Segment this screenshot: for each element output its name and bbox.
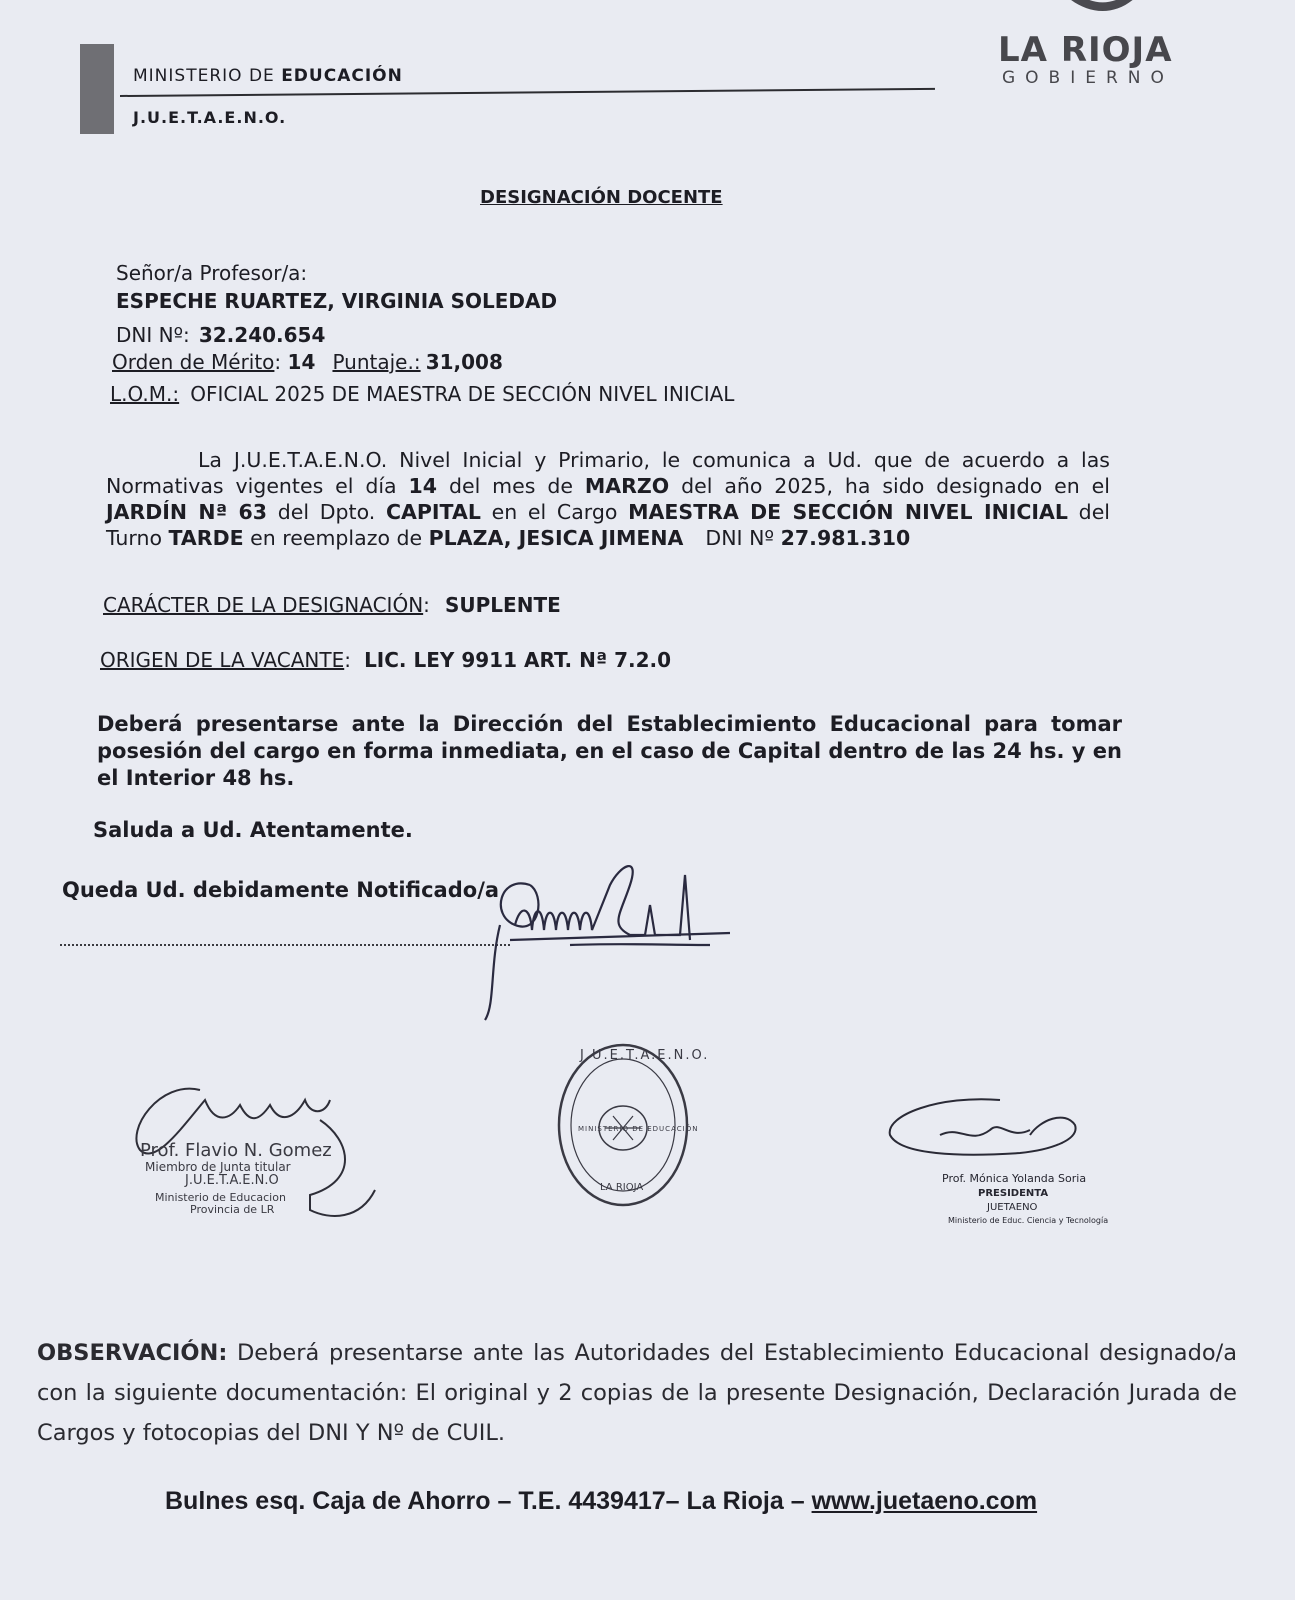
designation-paragraph: [106, 447, 1110, 551]
puntaje-value: 31,008: [425, 350, 503, 374]
origen-label: ORIGEN DE LA VACANTE: [100, 648, 345, 672]
notified-line: Queda Ud. debidamente Notificado/a: [62, 878, 500, 902]
para-text-6: del Turno: [106, 500, 1111, 550]
observation-paragraph: [37, 1333, 1237, 1453]
ministry-name: [133, 66, 403, 86]
logo-la-rioja: LA RIOJA: [998, 30, 1173, 70]
left-signer-name: Prof. Flavio N. Gomez: [140, 1140, 332, 1161]
footer-address: Bulnes esq. Caja de Ahorro – T.E. 4439417– La Rioja –: [165, 1487, 812, 1515]
closing-line: Saluda a Ud. Atentamente.: [93, 818, 413, 842]
caracter-label: CARÁCTER DE LA DESIGNACIÓN: [103, 593, 424, 617]
salutation: Señor/a Profesor/a:: [116, 261, 308, 285]
lom-row: [110, 382, 734, 406]
dni-value: 32.240.654: [198, 323, 326, 347]
lom-label: L.O.M.:: [110, 382, 180, 406]
dni-label: DNI Nº:: [116, 323, 190, 347]
dni-row: [116, 323, 325, 347]
para-text-2: del mes de: [437, 474, 585, 498]
logo-gobierno: GOBIERNO: [1002, 68, 1174, 88]
ministry-prefix: MINISTERIO DE: [133, 66, 282, 86]
logo-swoosh-icon: [1050, 0, 1140, 30]
designation-month: MARZO: [584, 474, 670, 498]
puntaje-label: Puntaje.:: [332, 350, 421, 374]
designation-day: 14: [408, 474, 438, 498]
orden-value: 14: [287, 350, 316, 374]
footer-contact: [165, 1487, 1037, 1516]
orden-label: Orden de Mérito: [112, 350, 275, 374]
shift: TARDE: [168, 526, 244, 550]
caracter-value: SUPLENTE: [445, 593, 561, 617]
observation-text: Deberá presentarse ante las Autoridades del Establecimiento Educacional designado/a con la siguiente documentación: El original y 2 copias de la presente Designación, Declaración Jurada de Cargos y fotocopias del DNI Y Nº de CUIL.: [37, 1340, 1237, 1446]
document-title: DESIGNACIÓN DOCENTE: [480, 187, 723, 208]
para-text-3: del año 2025, ha sido designado en el: [669, 474, 1110, 498]
instruction-paragraph: Deberá presentarse ante la Dirección del Establecimiento Educacional para tomar posesión del cargo en forma inmediata, en el caso de Capital dentro de las 24 hs. y en el Interior 48 hs.: [97, 712, 1122, 790]
recipient-name: ESPECHE RUARTEZ, VIRGINIA SOLEDAD: [116, 289, 558, 313]
caracter-row: CARÁCTER DE LA DESIGNACIÓN: SUPLENTE: [103, 593, 561, 617]
merit-row: Orden de Mérito: 14 Puntaje.: 31,008: [112, 350, 503, 374]
right-signature-stroke: [880, 1095, 1090, 1175]
left-signer-role: Miembro de Junta titular: [145, 1160, 291, 1174]
institution-acronym: J.U.E.T.A.E.N.O.: [133, 108, 287, 127]
header-bar: [80, 44, 114, 134]
observation-label: OBSERVACIÓN:: [37, 1340, 228, 1366]
department: CAPITAL: [386, 500, 481, 524]
school-name: JARDÍN Nª 63: [106, 500, 267, 524]
lom-value: OFICIAL 2025 DE MAESTRA DE SECCIÓN NIVEL INICIAL: [190, 382, 735, 406]
left-signer-org: J.U.E.T.A.E.N.O: [185, 1173, 279, 1188]
origen-row: ORIGEN DE LA VACANTE: LIC. LEY 9911 ART. Nª 7.2.0: [100, 648, 672, 672]
right-signer-ministry: Ministerio de Educ. Ciencia y Tecnología: [948, 1216, 1109, 1225]
right-signer-org: JUETAENO: [987, 1202, 1038, 1213]
para-text-5: en el Cargo: [480, 500, 629, 524]
para-text-1: La J.U.E.T.A.E.N.O. Nivel Inicial y Primario, le comunica a Ud. que de acuerdo a las Normativas vigentes el día: [106, 448, 1110, 498]
replaced-dni-label: DNI Nº: [705, 526, 775, 550]
para-text-7: en reemplazo de: [243, 526, 429, 550]
recipient-signature: [470, 845, 750, 1035]
para-text-4: del Dpto.: [267, 500, 386, 524]
ministry-strong: EDUCACIÓN: [281, 66, 403, 86]
position-name: MAESTRA DE SECCIÓN NIVEL INICIAL: [628, 500, 1068, 524]
right-signer-name: Prof. Mónica Yolanda Soria: [942, 1172, 1087, 1185]
right-signer-role: PRESIDENTA: [978, 1188, 1049, 1199]
seal-bottom-text: LA RIOJA: [600, 1182, 644, 1193]
origen-value: LIC. LEY 9911 ART. Nª 7.2.0: [364, 648, 672, 672]
signature-dotted-line: [60, 944, 510, 946]
seal-ring-text: MINISTERIO DE EDUCACIÓN: [578, 1125, 699, 1133]
seal-top-text: J.U.E.T.A.E.N.O.: [580, 1048, 710, 1063]
header-rule: [120, 88, 935, 97]
left-signer-province: Provincia de LR: [190, 1203, 275, 1216]
replaced-dni: 27.981.310: [780, 526, 911, 550]
replaced-teacher: PLAZA, JESICA JIMENA: [428, 526, 684, 550]
left-signer-ministry: Ministerio de Educacion: [155, 1191, 286, 1204]
footer-website-link[interactable]: www.juetaeno.com: [811, 1487, 1038, 1515]
